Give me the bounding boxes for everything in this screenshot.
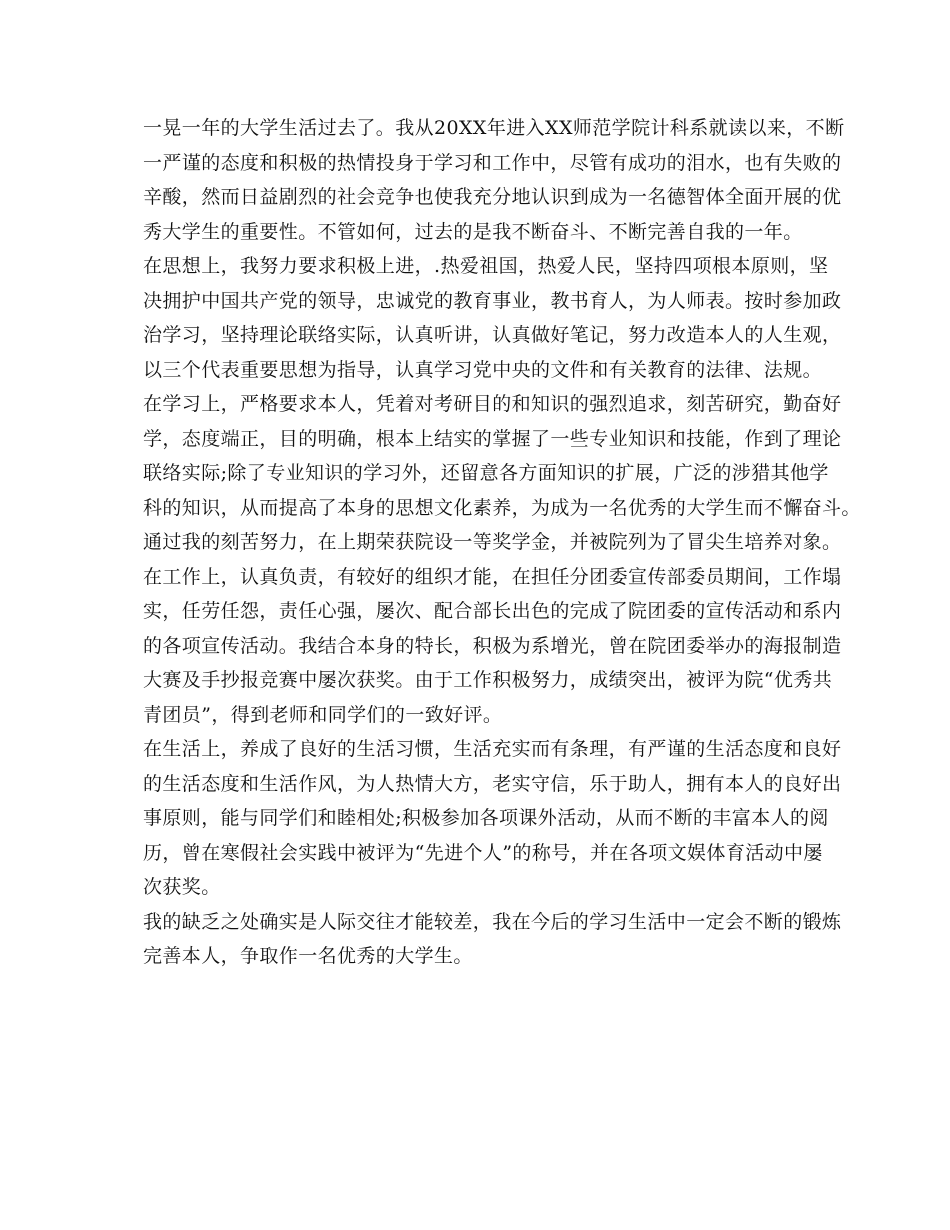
text-line: 实，任劳任怨，责任心强，屡次、配合部长出色的完成了院团委的宣传活动和系内 — [143, 600, 842, 622]
text-line: 秀大学生的重要性。不管如何，过去的是我不断奋斗、不断完善自我的一年。 — [143, 220, 803, 243]
text-line: 一晃一年的大学生活过去了。我从20XX年进入XX师范学院计科系就读以来，不断 — [143, 117, 845, 139]
paragraph-thought — [143, 249, 842, 387]
text-line: 治学习，坚持理论联络实际，认真听讲，认真做好笔记，努力改造本人的人生观， — [143, 324, 842, 346]
text-line: 历，曾在寒假社会实践中被评为“先进个人”的称号，并在各项文娱体育活动中屡 — [143, 841, 823, 864]
text-line: 大赛及手抄报竞赛中屡次获奖。由于工作积极努力，成绩突出，被评为院“优秀共 — [143, 669, 833, 691]
text-line: 一严谨的态度和积极的热情投身于学习和工作中，尽管有成功的泪水，也有失败的 — [143, 151, 842, 174]
text-line: 在工作上，认真负责，有较好的组织才能，在担任分团委宣传部委员期间，工作塌 — [143, 565, 842, 588]
text-line: 通过我的刻苦努力，在上期荣获院设一等奖学金，并被院列为了冒尖生培养对象。 — [143, 531, 842, 553]
text-line: 在学习上，严格要求本人，凭着对考研目的和知识的强烈追求，刻苦研究，勤奋好 — [143, 393, 842, 415]
paragraph-study — [143, 387, 861, 560]
text-line: 以三个代表重要思想为指导，认真学习党中央的文件和有关教育的法律、法规。 — [143, 358, 823, 381]
text-line: 青团员”，得到老师和同学们的一致好评。 — [143, 703, 503, 726]
text-line: 的各项宣传活动。我结合本身的特长，积极为系增光，曾在院团委举办的海报制造 — [143, 634, 842, 657]
paragraph-life — [143, 732, 842, 905]
text-line: 决拥护中国共产党的领导，忠诚党的教育事业，教书育人，为人师表。按时参加政 — [143, 289, 842, 312]
paragraph-intro — [143, 111, 845, 249]
text-line: 次获奖。 — [143, 876, 221, 898]
text-line: 的生活态度和生活作风，为人热情大方，老实守信，乐于助人，拥有本人的良好出 — [143, 772, 842, 795]
paragraph-shortcomings — [143, 905, 842, 974]
paragraph-work — [143, 560, 842, 733]
text-line: 辛酸，然而日益剧烈的社会竞争也使我充分地认识到成为一名德智体全面开展的优 — [143, 186, 842, 208]
document-body — [143, 111, 861, 974]
text-line: 完善本人，争取作一名优秀的大学生。 — [143, 945, 473, 967]
text-line: 事原则，能与同学们和睦相处;积极参加各项课外活动，从而不断的丰富本人的阅 — [143, 807, 829, 829]
text-line: 在思想上，我努力要求积极上进，.热爱祖国，热爱人民，坚持四项根本原则，坚 — [143, 255, 829, 277]
text-line: 科的知识，从而提高了本身的思想文化素养，为成为一名优秀的大学生而不懈奋斗。 — [143, 496, 861, 519]
text-line: 联络实际;除了专业知识的学习外，还留意各方面知识的扩展，广泛的涉猎其他学 — [143, 462, 829, 484]
text-line: 我的缺乏之处确实是人际交往才能较差，我在今后的学习生活中一定会不断的锻炼 — [143, 910, 842, 933]
text-line: 学，态度端正，目的明确，根本上结实的掌握了一些专业知识和技能，作到了理论 — [143, 427, 842, 450]
text-line: 在生活上，养成了良好的生活习惯，生活充实而有条理，有严谨的生活态度和良好 — [143, 738, 842, 760]
